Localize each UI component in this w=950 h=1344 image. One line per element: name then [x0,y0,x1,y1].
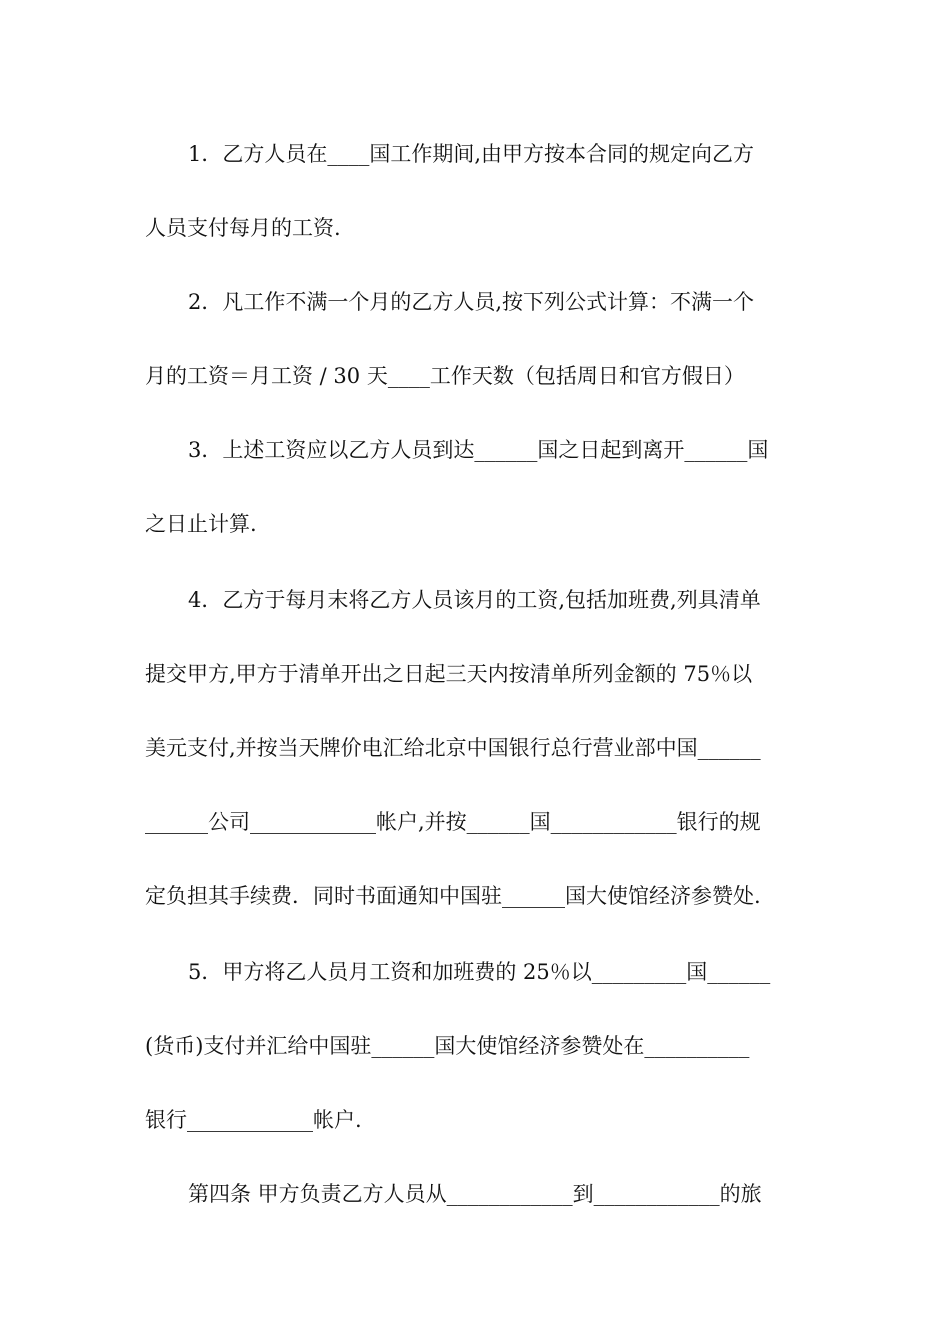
paragraph-4-line-2: 提交甲方,甲方于清单开出之日起三天内按清单所列金额的 75％以 [145,662,753,686]
paragraph-5-line-3: 银行____________帐户. [145,1108,362,1132]
paragraph-4-line-1: 4．乙方于每月末将乙方人员该月的工资,包括加班费,列具清单 [188,588,761,612]
paragraph-5-line-2: (货币)支付并汇给中国驻______国大使馆经济参赞处在__________ [145,1034,750,1058]
paragraph-2-line-2: 月的工资＝月工资 / 30 天____工作天数（包括周日和官方假日） [145,364,745,388]
paragraph-1-line-2: 人员支付每月的工资. [145,216,341,240]
paragraph-5-line-1: 5．甲方将乙人员月工资和加班费的 25％以_________国______ [188,960,771,984]
paragraph-2-line-1: 2．凡工作不满一个月的乙方人员,按下列公式计算：不满一个 [188,290,755,314]
paragraph-3-line-1: 3．上述工资应以乙方人员到达______国之日起到离开______国 [188,438,769,462]
paragraph-3-line-2: 之日止计算. [145,512,257,536]
paragraph-4-line-5: 定负担其手续费．同时书面通知中国驻______国大使馆经济参赞处. [145,884,761,908]
paragraph-4-line-3: 美元支付,并按当天牌价电汇给北京中国银行总行营业部中国______ [145,736,761,760]
paragraph-1-line-1: 1．乙方人员在____国工作期间,由甲方按本合同的规定向乙方 [188,142,755,166]
article-4-line-1: 第四条 甲方负责乙方人员从____________到____________的旅 [188,1182,762,1206]
paragraph-4-line-4: ______公司____________帐户,并按______国____________银行的规 [145,810,761,834]
